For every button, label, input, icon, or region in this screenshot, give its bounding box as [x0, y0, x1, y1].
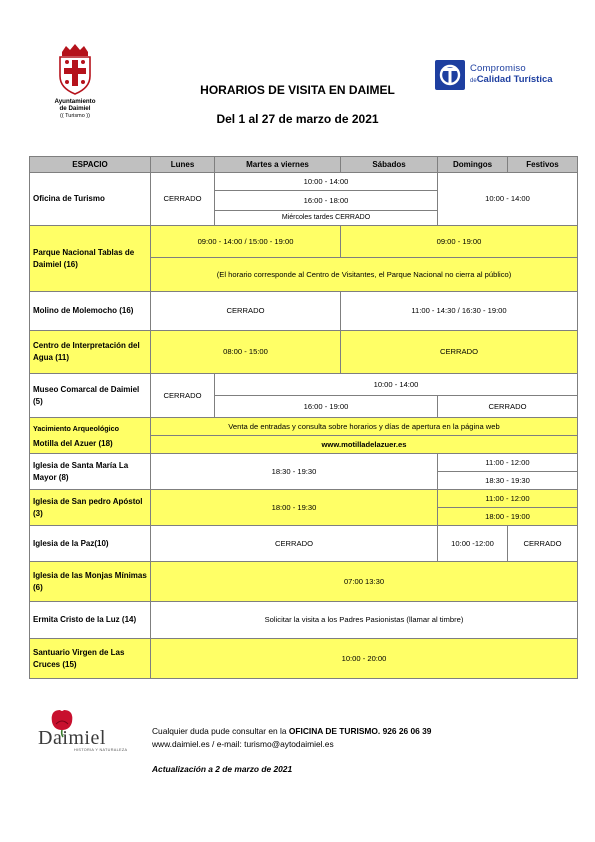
place-name: Oficina de Turismo [30, 173, 151, 226]
quality-q-icon [435, 60, 465, 90]
page-subtitle: Del 1 al 27 de marzo de 2021 [216, 112, 379, 126]
table-row [30, 602, 578, 639]
table-row [30, 454, 578, 472]
table-row [30, 173, 578, 191]
holiday-cell: CERRADO [508, 526, 578, 562]
hours-cell: CERRADO [151, 526, 438, 562]
hours-cell: 16:00 - 19:00 [215, 396, 438, 418]
hours-cell: 10:00 - 14:00 [215, 374, 578, 396]
hours-cell: 11:00 - 14:30 / 16:30 - 19:00 [341, 292, 578, 331]
monday-cell: CERRADO [151, 374, 215, 418]
hours-cell: 18:30 - 19:30 [438, 472, 578, 490]
hours-cell: 09:00 - 19:00 [341, 226, 578, 258]
table-row [30, 226, 578, 258]
hours-cell: CERRADO [341, 331, 578, 374]
place-name: Iglesia de las Monjas Mínimas (6) [30, 562, 151, 602]
place-name: Yacimiento Arqueológico Motilla del Azuer (18) [30, 418, 151, 454]
hours-cell: 09:00 - 14:00 / 15:00 - 19:00 [151, 226, 341, 258]
place-name: Parque Nacional Tablas de Daimiel (16) [30, 226, 151, 292]
org-name-2: de Daimiel [59, 105, 91, 112]
website-link[interactable]: www.motilladelazuer.es [151, 436, 578, 454]
col-header-saturday: Sábados [341, 157, 438, 173]
col-header-sunday: Domingos [438, 157, 508, 173]
hours-cell: Solicitar la visita a los Padres Pasionistas (llamar al timbre) [151, 602, 578, 639]
table-row [30, 331, 578, 374]
hours-cell: 08:00 - 15:00 [151, 331, 341, 374]
web-email-line: www.daimiel.es / e-mail: turismo@aytodaimiel.es [152, 738, 334, 749]
place-name: Ermita Cristo de la Luz (14) [30, 602, 151, 639]
page-title: HORARIOS DE VISITA EN DAIMEL [200, 83, 395, 97]
hours-cell: CERRADO [438, 396, 578, 418]
hours-cell: 07:00 13:30 [151, 562, 578, 602]
update-date: Actualización a 2 de marzo de 2021 [152, 764, 293, 774]
hours-cell: 10:00 - 20:00 [151, 639, 578, 679]
table-row [30, 490, 578, 508]
table-row [30, 418, 578, 436]
footer-contact [152, 725, 431, 750]
tourism-office-phone: OFICINA DE TURISMO. 926 26 06 39 [288, 726, 432, 736]
footer-brand-tag: HISTORIA Y NATURALEZA [74, 748, 128, 752]
col-header-monday: Lunes [151, 157, 215, 173]
quality-line2: deCalidad Turística [470, 74, 553, 85]
place-name: Centro de Interpretación del Agua (11) [30, 331, 151, 374]
table-row [30, 562, 578, 602]
table-row [30, 639, 578, 679]
table-row [30, 374, 578, 396]
hours-cell: 10:00 - 14:00 [215, 173, 438, 191]
col-header-holiday: Festivos [508, 157, 578, 173]
note-cell: (El horario corresponde al Centro de Visitantes, el Parque Nacional no cierra al público) [151, 258, 578, 292]
table-header-row [30, 157, 578, 173]
quality-line1: Compromiso [470, 63, 526, 74]
sunday-cell: 10:00 -12:00 [438, 526, 508, 562]
hours-cell: CERRADO [151, 292, 341, 331]
place-name: Molino de Molemocho (16) [30, 292, 151, 331]
hours-cell: 18:00 - 19:30 [151, 490, 438, 526]
place-name: Museo Comarcal de Daimiel (5) [30, 374, 151, 418]
weekend-cell: 10:00 - 14:00 [438, 173, 578, 226]
monday-cell: CERRADO [151, 173, 215, 226]
info-cell: Venta de entradas y consulta sobre horarios y días de apertura en la página web [151, 418, 578, 436]
hours-cell: 18:00 - 19:00 [438, 508, 578, 526]
col-header-weekdays: Martes a viernes [215, 157, 341, 173]
quality-badge-text [470, 63, 553, 87]
note-cell: Miércoles tardes CERRADO [215, 211, 438, 226]
place-name: Iglesia de San pedro Apóstol (3) [30, 490, 151, 526]
footer-brand: Daimiel [38, 727, 106, 749]
org-dept: (( Turismo )) [60, 113, 90, 119]
org-name: Ayuntamiento [54, 98, 96, 105]
place-name: Iglesia de Santa María La Mayor (8) [30, 454, 151, 490]
col-header-space: ESPACIO [30, 157, 151, 173]
hours-cell: 11:00 - 12:00 [438, 454, 578, 472]
hours-cell: 16:00 - 18:00 [215, 191, 438, 211]
table-row [30, 292, 578, 331]
schedule-table [29, 156, 578, 679]
table-row [30, 526, 578, 562]
hours-cell: 18:30 - 19:30 [151, 454, 438, 490]
place-name: Santuario Virgen de Las Cruces (15) [30, 639, 151, 679]
hours-cell: 11:00 - 12:00 [438, 490, 578, 508]
contact-line: Cualquier duda pude consultar en la OFICINA DE TURISMO. 926 26 06 39 [152, 726, 432, 736]
place-name: Iglesia de la Paz(10) [30, 526, 151, 562]
